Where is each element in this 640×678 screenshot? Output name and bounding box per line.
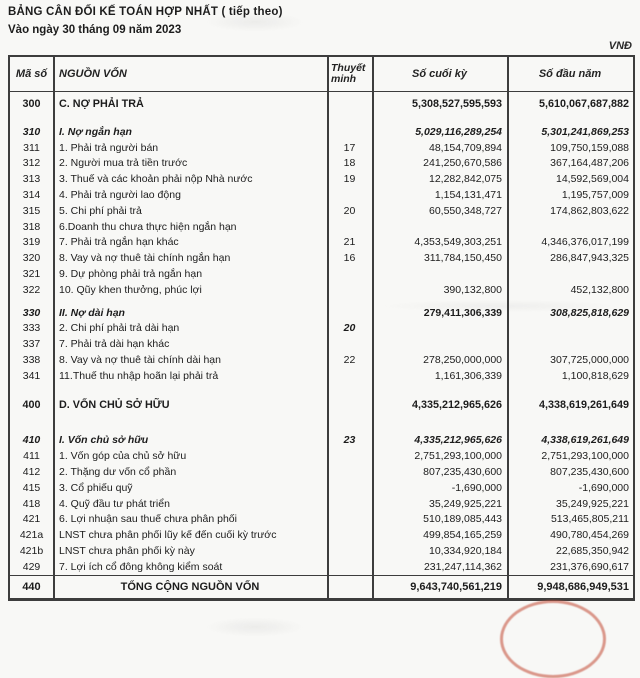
row-note bbox=[327, 369, 372, 385]
row-code: 337 bbox=[22, 338, 41, 351]
row-code: 421b bbox=[19, 544, 44, 557]
table-row-315 bbox=[10, 204, 633, 220]
report-date: Vào ngày 30 tháng 09 năm 2023 bbox=[8, 24, 182, 36]
table-row-319 bbox=[10, 235, 633, 251]
row-note bbox=[327, 528, 372, 544]
row-name: 4. Phải trả người lao động bbox=[59, 188, 181, 201]
row-begin-value: 109,750,159,088 bbox=[550, 141, 629, 154]
row-code: 330 bbox=[22, 306, 41, 319]
row-begin-value bbox=[507, 220, 633, 236]
row-begin-value: 35,249,925,221 bbox=[556, 497, 629, 510]
table-row-411 bbox=[10, 449, 633, 465]
row-name: D. VỐN CHỦ SỞ HỮU bbox=[59, 398, 170, 411]
table-row-312 bbox=[10, 156, 633, 172]
row-end-value: 2,751,293,100,000 bbox=[414, 450, 502, 463]
header-end-period: Số cuối kỳ bbox=[411, 68, 468, 80]
table-row-421b bbox=[10, 544, 633, 560]
row-end-value: 510,189,085,443 bbox=[423, 513, 502, 526]
table-row-314 bbox=[10, 188, 633, 204]
row-name: 1. Vốn góp của chủ sở hữu bbox=[59, 450, 187, 463]
row-code: 311 bbox=[23, 141, 40, 154]
row-end-value bbox=[372, 321, 507, 337]
report-title: BẢNG CÂN ĐỐI KẾ TOÁN HỢP NHẤT ( tiếp theo) bbox=[8, 6, 283, 18]
table-row-333 bbox=[10, 321, 633, 337]
row-begin-value: 4,338,619,261,649 bbox=[541, 434, 629, 447]
row-name: 5. Chi phí phải trả bbox=[59, 204, 142, 217]
table-row-311 bbox=[10, 141, 633, 157]
table-row-310 bbox=[10, 125, 633, 141]
row-note bbox=[327, 560, 372, 575]
row-name: 6.Doanh thu chưa thực hiện ngắn hạn bbox=[59, 220, 237, 233]
row-end-value: 4,335,212,965,626 bbox=[411, 398, 502, 411]
row-begin-value: 307,725,000,000 bbox=[550, 353, 629, 366]
row-note bbox=[327, 125, 372, 141]
table-row-337 bbox=[10, 337, 633, 353]
row-code: 319 bbox=[22, 236, 41, 249]
row-code: 412 bbox=[22, 465, 41, 478]
table-row-421 bbox=[10, 512, 633, 528]
row-begin-value: 5,301,241,869,253 bbox=[541, 125, 629, 138]
row-end-value: 4,353,549,303,251 bbox=[414, 236, 502, 249]
row-code: 333 bbox=[22, 322, 41, 335]
row-code: 310 bbox=[22, 125, 41, 138]
row-begin-value: 1,100,818,629 bbox=[561, 369, 629, 382]
row-name: C. NỢ PHẢI TRẢ bbox=[59, 98, 144, 110]
row-name: 2. Thặng dư vốn cổ phần bbox=[59, 465, 177, 478]
row-note bbox=[327, 398, 372, 414]
row-begin-value: 452,132,800 bbox=[570, 283, 629, 296]
row-code: 421 bbox=[22, 513, 41, 526]
row-begin-value bbox=[507, 267, 633, 283]
row-code: 338 bbox=[22, 353, 41, 366]
row-note: 16 bbox=[343, 252, 356, 265]
row-note: 23 bbox=[343, 434, 356, 447]
row-note: 19 bbox=[343, 173, 356, 186]
row-code: 318 bbox=[22, 220, 41, 233]
table-body bbox=[10, 92, 633, 575]
row-code: 418 bbox=[22, 497, 41, 510]
table-row-322 bbox=[10, 283, 633, 299]
row-begin-value: 231,376,690,617 bbox=[550, 560, 629, 573]
total-end-value: 9,643,740,561,219 bbox=[410, 581, 502, 593]
row-code: 411 bbox=[23, 450, 40, 463]
row-note bbox=[327, 283, 372, 299]
row-end-value: 279,411,306,339 bbox=[423, 306, 502, 319]
row-begin-value: 513,465,805,211 bbox=[550, 513, 629, 526]
row-end-value: 5,029,116,289,254 bbox=[415, 125, 502, 138]
column-divider bbox=[53, 57, 55, 598]
row-name: 8. Vay và nợ thuê tài chính dài hạn bbox=[59, 353, 221, 366]
row-note bbox=[327, 512, 372, 528]
row-begin-value bbox=[507, 321, 633, 337]
row-code: 421a bbox=[19, 529, 44, 542]
row-name: 7. Phải trả dài hạn khác bbox=[59, 338, 170, 351]
table-row-429 bbox=[10, 560, 633, 575]
column-divider bbox=[507, 57, 509, 598]
row-end-value: 807,235,430,600 bbox=[423, 465, 502, 478]
row-note bbox=[327, 306, 372, 322]
row-code: 315 bbox=[22, 204, 41, 217]
row-begin-value: 2,751,293,100,000 bbox=[541, 450, 629, 463]
row-end-value bbox=[372, 220, 507, 236]
row-name: 4. Quỹ đầu tư phát triển bbox=[59, 497, 170, 510]
currency-label: VNĐ bbox=[608, 40, 632, 52]
header-code: Mã số bbox=[15, 68, 48, 80]
table-row-338 bbox=[10, 353, 633, 369]
total-row bbox=[10, 575, 633, 598]
row-begin-value: 22,685,350,942 bbox=[556, 544, 629, 557]
row-name: 2. Người mua trả tiền trước bbox=[59, 157, 188, 170]
row-end-value: 35,249,925,221 bbox=[429, 497, 502, 510]
row-code: 321 bbox=[22, 267, 41, 280]
row-code: 341 bbox=[22, 369, 41, 382]
table-row-400 bbox=[10, 398, 633, 414]
row-begin-value: 4,346,376,017,199 bbox=[541, 236, 629, 249]
row-code: 320 bbox=[22, 252, 41, 265]
row-end-value: 60,550,348,727 bbox=[429, 204, 502, 217]
row-name: 7. Phải trả ngắn hạn khác bbox=[59, 236, 179, 249]
balance-sheet-table bbox=[8, 55, 635, 601]
row-end-value: 390,132,800 bbox=[443, 283, 502, 296]
row-note bbox=[327, 481, 372, 497]
row-end-value: 12,282,842,075 bbox=[429, 173, 502, 186]
table-row-418 bbox=[10, 497, 633, 513]
row-begin-value: 4,338,619,261,649 bbox=[538, 398, 629, 411]
red-circle-annotation bbox=[500, 600, 606, 678]
row-end-value: 278,250,000,000 bbox=[423, 353, 502, 366]
row-name: 3. Thuế và các khoản phải nộp Nhà nước bbox=[59, 173, 253, 186]
row-code: 313 bbox=[22, 173, 41, 186]
row-name: I. Nợ ngắn hạn bbox=[59, 125, 132, 138]
column-divider bbox=[327, 57, 329, 598]
row-note: 21 bbox=[343, 236, 356, 249]
row-note bbox=[327, 97, 372, 113]
row-name: 2. Chi phí phải trả dài hạn bbox=[59, 322, 180, 335]
row-code: 400 bbox=[22, 398, 41, 411]
row-note bbox=[327, 220, 372, 236]
row-name: 11.Thuế thu nhập hoãn lại phải trả bbox=[59, 369, 219, 382]
row-name: 3. Cổ phiếu quỹ bbox=[59, 481, 133, 494]
table-header bbox=[10, 57, 633, 92]
row-begin-value bbox=[507, 337, 633, 353]
row-note bbox=[327, 544, 372, 560]
row-end-value: -1,690,000 bbox=[451, 481, 502, 494]
row-note: 22 bbox=[343, 353, 356, 366]
row-name: I. Vốn chủ sở hữu bbox=[59, 434, 149, 447]
total-begin-value: 9,948,686,949,531 bbox=[537, 581, 629, 593]
row-end-value: 10,334,920,184 bbox=[429, 544, 502, 557]
row-note bbox=[327, 188, 372, 204]
row-note bbox=[327, 465, 372, 481]
row-begin-value: 807,235,430,600 bbox=[550, 465, 629, 478]
header-note: Thuyết minh bbox=[331, 62, 366, 85]
header-begin-year: Số đầu năm bbox=[538, 68, 602, 80]
row-begin-value: 286,847,943,325 bbox=[550, 252, 629, 265]
row-begin-value: 174,862,803,622 bbox=[550, 204, 629, 217]
row-name: II. Nợ dài hạn bbox=[59, 306, 125, 319]
column-divider bbox=[372, 57, 374, 598]
row-begin-value: 308,825,818,629 bbox=[550, 306, 629, 319]
row-begin-value: 14,592,569,004 bbox=[556, 173, 629, 186]
row-end-value: 48,154,709,894 bbox=[429, 141, 502, 154]
row-code: 410 bbox=[22, 434, 41, 447]
row-name: 9. Dự phòng phải trả ngắn hạn bbox=[59, 267, 203, 280]
table-row-300 bbox=[10, 97, 633, 113]
row-end-value: 241,250,670,586 bbox=[423, 157, 502, 170]
table-row-341 bbox=[10, 369, 633, 385]
row-name: 10. Qũy khen thưởng, phúc lợi bbox=[59, 283, 202, 296]
table-row-313 bbox=[10, 172, 633, 188]
row-code: 300 bbox=[22, 98, 41, 110]
total-code: 440 bbox=[22, 581, 41, 593]
row-name: LNST chưa phân phối lũy kế đến cuối kỳ trước bbox=[59, 529, 277, 542]
row-end-value: 1,154,131,471 bbox=[434, 188, 502, 201]
row-note: 20 bbox=[343, 204, 356, 217]
row-note: 18 bbox=[343, 157, 356, 170]
table-row-330 bbox=[10, 306, 633, 322]
table-row-318 bbox=[10, 220, 633, 236]
row-note bbox=[327, 449, 372, 465]
row-end-value: 4,335,212,965,626 bbox=[414, 434, 502, 447]
table-row-410 bbox=[10, 433, 633, 449]
row-end-value: 5,308,527,595,593 bbox=[411, 98, 502, 110]
row-code: 312 bbox=[22, 157, 41, 170]
row-end-value: 1,161,306,339 bbox=[434, 369, 502, 382]
row-begin-value: 490,780,454,269 bbox=[550, 529, 629, 542]
row-begin-value: 1,195,757,009 bbox=[561, 188, 629, 201]
row-code: 415 bbox=[22, 481, 41, 494]
row-name: 6. Lợi nhuận sau thuế chưa phân phối bbox=[59, 513, 237, 526]
row-end-value bbox=[372, 267, 507, 283]
row-note bbox=[327, 497, 372, 513]
row-note: 20 bbox=[343, 322, 356, 335]
row-name: 7. Lợi ích cổ đông không kiểm soát bbox=[59, 560, 223, 573]
row-note bbox=[327, 337, 372, 353]
row-note bbox=[327, 267, 372, 283]
row-name: LNST chưa phân phối kỳ này bbox=[59, 544, 195, 557]
row-begin-value: 367,164,487,206 bbox=[550, 157, 629, 170]
table-row-320 bbox=[10, 251, 633, 267]
row-note: 17 bbox=[343, 141, 356, 154]
table-row-421a bbox=[10, 528, 633, 544]
row-end-value: 311,784,150,450 bbox=[423, 252, 502, 265]
row-end-value: 231,247,114,362 bbox=[423, 560, 502, 573]
row-end-value bbox=[372, 337, 507, 353]
row-end-value: 499,854,165,259 bbox=[423, 529, 502, 542]
total-label: TỔNG CỘNG NGUỒN VỐN bbox=[120, 581, 260, 593]
row-code: 314 bbox=[22, 188, 41, 201]
row-begin-value: 5,610,067,687,882 bbox=[538, 98, 629, 110]
row-begin-value: -1,690,000 bbox=[578, 481, 629, 494]
table-row-412 bbox=[10, 465, 633, 481]
row-code: 429 bbox=[22, 560, 41, 573]
row-name: 8. Vay và nợ thuê tài chính ngắn hạn bbox=[59, 252, 231, 265]
table-row-321 bbox=[10, 267, 633, 283]
row-name: 1. Phải trả người bán bbox=[59, 141, 159, 154]
table-row-415 bbox=[10, 481, 633, 497]
header-source: NGUỒN VỐN bbox=[59, 68, 127, 80]
row-code: 322 bbox=[22, 283, 41, 296]
